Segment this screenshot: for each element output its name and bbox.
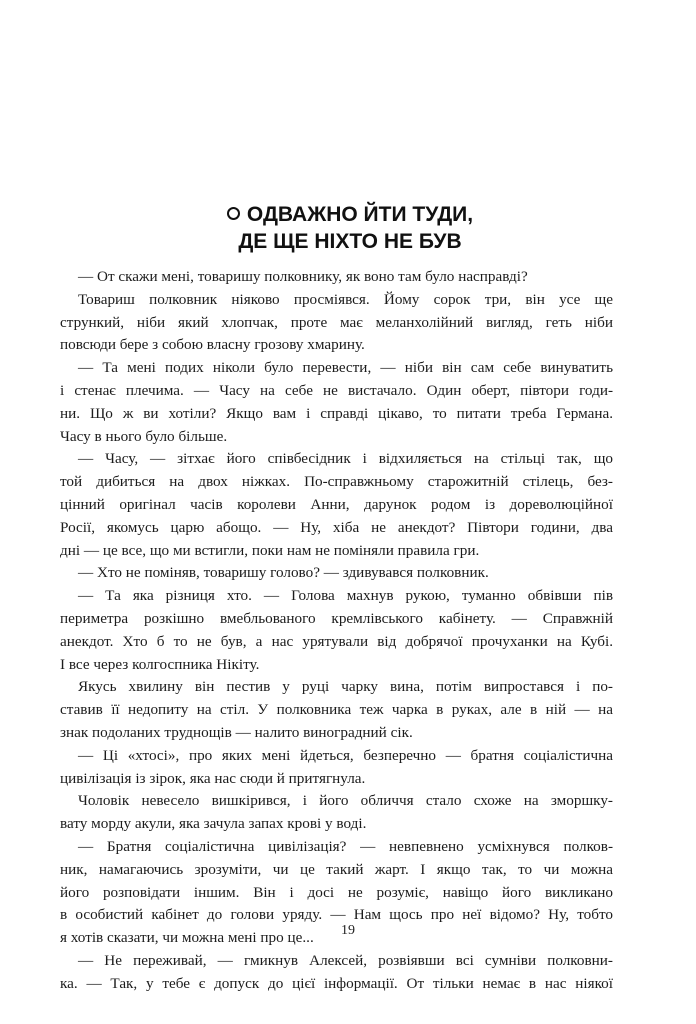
text-line: його розповідати іншим. Він і досі не розуміє, навіщо його викликано [60,883,613,901]
text-line: ни. Що ж ви хотіли? Якщо вам і справді цікаво, то питати треба Германа. [60,404,613,422]
text-line: — Братня соціалістична цивілізація? — невпевнено усміхнувся полков- [78,837,613,855]
text-line: Росії, якомусь царю абощо. — Ну, хіба не анекдот? Півтори години, два [60,518,613,536]
text-line: Якусь хвилину він пестив у руці чарку вина, потім випростався і по- [78,678,613,696]
text-line: — Не переживай, — гмикнув Алексей, розвіявши всі сумніви полковни- [78,951,613,969]
circle-bullet-icon [227,207,240,220]
chapter-title [60,201,640,255]
text-line: вату морду акули, яка зачула запах крові у воді. [60,815,367,833]
text-line: стрункий, ніби який хлопчак, проте має меланхолійний вигляд, геть ніби [60,313,613,331]
text-line: ка. — Так, у тебе є допуск до цієї інформації. От тільки немає в нас ніякої [60,974,613,992]
text-line: дні — це все, що ми встигли, поки нам не поміняли правила гри. [60,541,480,559]
text-line: — Та мені подих ніколи було перевести, — ніби він сам себе винуватить [78,359,613,377]
text-line: Часу в нього було більше. [60,427,228,445]
body-text [60,266,613,996]
text-line: — Часу, — зітхає його співбесідник і відхиляється на стільці так, що [78,450,613,468]
page-number: 19 [341,923,355,938]
text-line: цінний оригінал часів королеви Анни, дарунок родом із дореволюційної [60,495,613,513]
text-line: — Та яка різниця хто. — Голова махнув рукою, туманно обвівши пів [78,587,613,605]
text-line: Товариш полковник ніяково просміявся. Йому сорок три, він усе ще [78,290,613,308]
text-line: — От скажи мені, товаришу полковнику, як воно там було насправді? [78,268,528,285]
text-line: периметра розкішно вмебльованого кремлівського кабінету. — Справжній [60,609,613,627]
text-line: — Хто не поміняв, товаришу голово? — здивувався полковник. [78,564,489,582]
text-line: в особистий кабінет до голови уряду. — Нам щось про неї відомо? Ну, тобто [60,906,613,924]
text-line: ник, намагаючись зрозуміти, чи це такий жарт. І якщо так, то чи можна [60,860,613,878]
chapter-title-text-1: ОДВАЖНО ЙТИ ТУДИ, [246,203,474,226]
chapter-title-line-2: ДЕ ЩЕ НІХТО НЕ БУВ [238,230,462,253]
text-line: і стенає плечима. — Часу на себе не вистачало. Один оберт, півтори годи- [60,381,613,399]
text-line: анекдот. Хто б то не був, а нас урятували від добрячої прочуханки на Кубі. [60,632,613,650]
text-line: Чоловік невесело вишкірився, і його обличчя стало схоже на зморшку- [78,792,613,810]
text-line: той дибиться на двох ніжках. По-справжньому старожитній стілець, без- [60,473,613,491]
text-line: знак подоланих труднощів — налито виноградний сік. [60,723,413,741]
text-line: цивілізація із зірок, яка нас сюди й притягнула. [60,769,366,787]
text-line: я хотів сказати, чи можна мені про це... [60,929,314,947]
text-line: ставив її недопиту на стіл. У полковника теж чарка в руках, але в ній — на [60,701,613,719]
text-line: повсюди бере з собою власну грозову хмарину. [60,336,365,354]
chapter-title-line-1 [60,201,640,228]
text-line: І все через колгоспника Нікіту. [60,655,260,673]
text-line: — Ці «хтосі», про яких мені йдеться, безперечно — братня соціалістична [78,746,613,764]
